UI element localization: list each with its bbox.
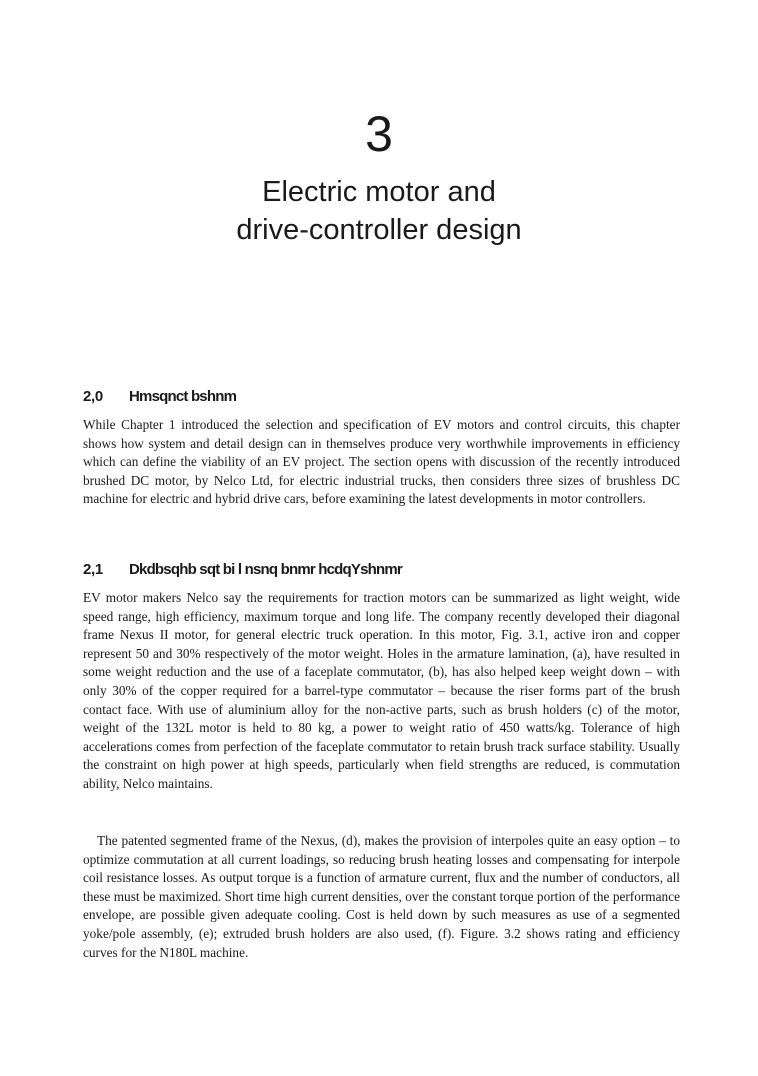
chapter-number: 3	[365, 106, 393, 162]
section-2-paragraph-2: The patented segmented frame of the Nexus, (d), makes the provision of interpoles quite an easy option – to optimize commutation at all current loadings, so reducing brush heating losses and compensating for interpole coil resistance losses. As output torque is a function of armature current, flux and the number of conductors, all these must be maximized. Short time high current densities, over the constant torque portion of the performance envelope, are possible given adequate cooling. Cost is held down by such measures as use of a segmented yoke/pole assembly, (e); extruded brush holders are also used, (f). Figure. 3.2 shows rating and efficiency curves for the N180L machine.	[83, 833, 680, 960]
chapter-title-line-2: drive-controller design	[236, 214, 522, 246]
section-title: Dkdbsqhb sqt bi l nsnq bnmr hcdqYshnmr	[129, 561, 402, 578]
section-2-paragraph-1: EV motor makers Nelco say the requirements for traction motors can be summarized as light weight, wide speed range, high efficiency, maximum torque and long life. The company recently developed their diagonal frame Nexus II motor, for general electric truck operation. In this motor, Fig. 3.1, active iron and copper represent 50 and 30% respectively of the motor weight. Holes in the armature lamination, (a), have resulted in some weight reduction and the use of a faceplate commutator, (b), has also helped keep weight down – with only 30% of the copper required for a barrel-type commutator – because the riser forms part of the brush contact face. With use of aluminium alloy for the non-active parts, such as brush holders (c) of the motor, weight of the 132L motor is held to 80 kg, a power to weight ratio of 450 watts/kg. Tolerance of high accelerations comes from perfection of the faceplate commutator to retain brush track surface stability. Usually the constraint on high power at high speeds, particularly when field strengths are reduced, is commutation ability, Nelco maintains.	[83, 590, 680, 791]
section-heading-introduction	[83, 388, 236, 405]
section-title: Hmsqnct bshnm	[129, 388, 237, 405]
section-number: 2,0	[83, 388, 103, 405]
section-heading-electric-truck-motor	[83, 561, 402, 578]
section-number: 2,1	[83, 561, 103, 578]
chapter-title-line-1: Electric motor and	[262, 176, 496, 208]
chapter-title	[0, 173, 758, 249]
section-1-paragraph-1: While Chapter 1 introduced the selection and specification of EV motors and control circuits, this chapter shows how system and detail design can in themselves produce very worthwhile improvements in efficiency which can define the viability of an EV project. The section opens with discussion of the recently introduced brushed DC motor, by Nelco Ltd, for electric industrial trucks, then considers three sizes of brushless DC machine for electric and hybrid drive cars, before examining the latest developments in motor controllers.	[83, 417, 680, 507]
